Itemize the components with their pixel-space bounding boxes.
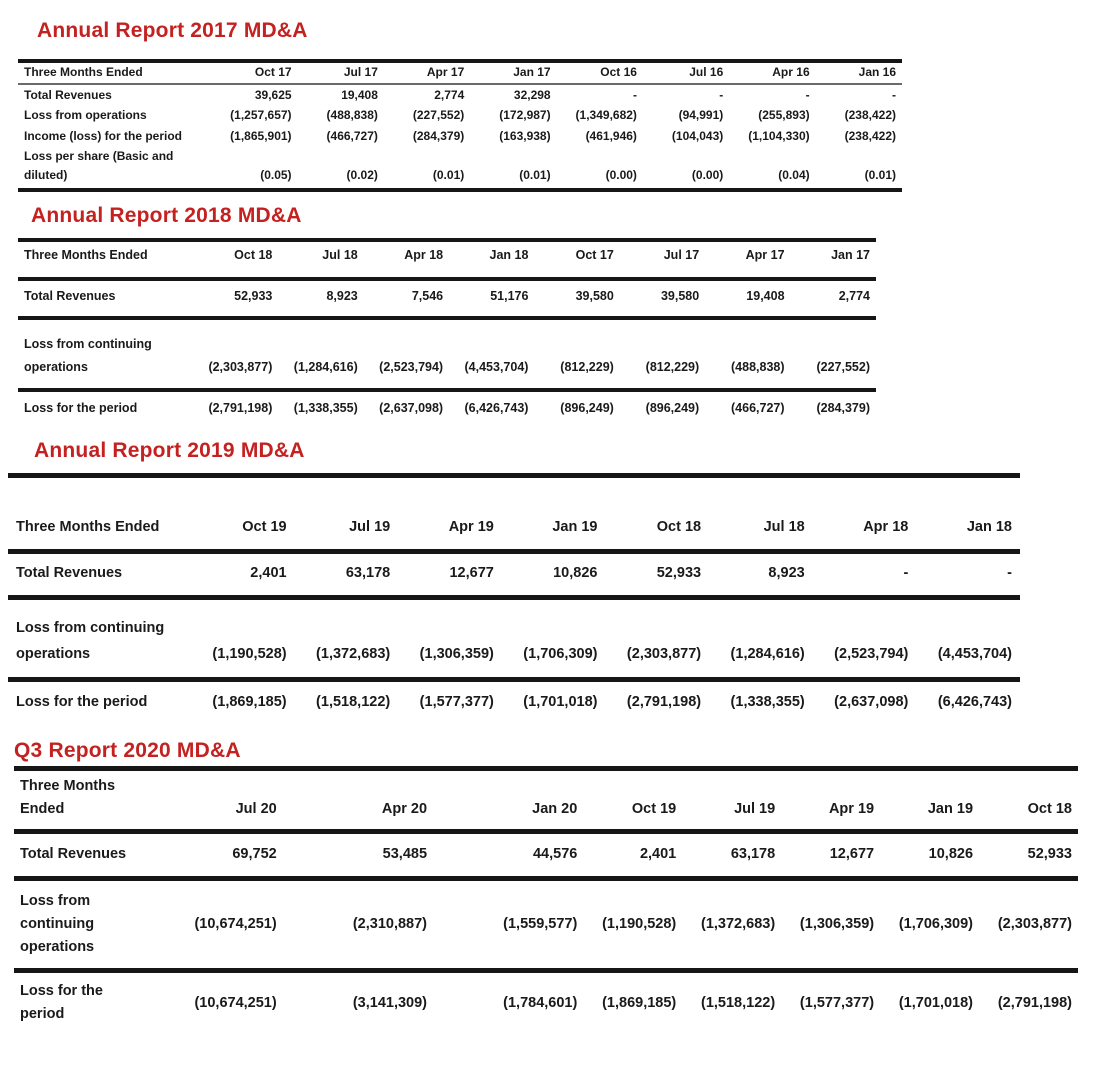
- cell-value: (1,306,359): [398, 597, 502, 680]
- quarter-column-header: Apr 20: [283, 769, 433, 832]
- quarterly-results-table-2017: [18, 59, 902, 192]
- quarter-column-header: Oct 16: [557, 61, 643, 84]
- quarter-column-header: Apr 19: [398, 476, 502, 552]
- table-row: [8, 680, 1020, 724]
- table-header-row: [18, 240, 876, 279]
- quarter-column-header: Jul 17: [620, 240, 705, 279]
- cell-value: (1,338,355): [293, 401, 358, 415]
- table-header-row: [18, 61, 902, 84]
- cell-value: 51,176: [449, 279, 534, 318]
- cell-value: (0.02): [298, 146, 384, 189]
- cell-value: (0.00): [643, 146, 729, 189]
- cell-value: (94,991): [678, 108, 724, 123]
- cell-value: (1,577,377): [419, 694, 494, 711]
- cell-value: (227,552): [412, 108, 465, 123]
- row-label: Income (loss) for the period: [24, 128, 183, 143]
- cell-value: 52,933: [979, 832, 1078, 878]
- cell-value: (1,338,355): [730, 694, 805, 711]
- cell-value: (488,838): [705, 318, 790, 391]
- cell-value: 19,408: [341, 87, 378, 102]
- quarter-column-header: Jan 18: [916, 476, 1020, 552]
- quarter-column-header: Jan 19: [502, 476, 606, 552]
- cell-value: (284,379): [816, 401, 870, 415]
- quarterly-results-table-2019: [8, 473, 1020, 724]
- cell-value: (1,869,185): [602, 994, 677, 1011]
- period-header-label: Three Months Ended: [14, 769, 132, 832]
- report-title-2019: Annual Report 2019 MD&A: [34, 439, 305, 462]
- cell-value: (2,791,198): [997, 994, 1072, 1011]
- cell-value: (238,422): [844, 128, 896, 143]
- cell-value: (2,523,794): [813, 597, 917, 680]
- cell-value: (255,893): [758, 108, 810, 123]
- cell-value: (1,701,018): [523, 694, 598, 711]
- cell-value: (4,453,704): [449, 318, 534, 391]
- quarter-column-header: Oct 19: [583, 769, 682, 832]
- row-label: Loss from continuing operations: [14, 878, 132, 971]
- table-row: [18, 318, 876, 391]
- cell-value: -: [719, 87, 724, 102]
- cell-value: 12,677: [398, 551, 502, 597]
- report-title-2018: Annual Report 2018 MD&A: [31, 204, 302, 227]
- quarter-column-header: Apr 17: [384, 61, 470, 84]
- quarter-column-header: Jan 20: [433, 769, 583, 832]
- cell-value: 2,401: [191, 551, 295, 597]
- row-label: Loss for the period: [24, 401, 138, 415]
- quarter-column-header: Jul 16: [643, 61, 729, 84]
- cell-value: (1,518,122): [316, 694, 391, 711]
- quarterly-results-table-2020-q3: [14, 766, 1078, 1034]
- quarter-column-header: Apr 16: [729, 61, 815, 84]
- report-title-2020-q3: Q3 Report 2020 MD&A: [14, 739, 241, 762]
- quarter-column-header: Oct 18: [979, 769, 1078, 832]
- cell-value: 12,677: [781, 832, 880, 878]
- cell-value: 2,774: [791, 279, 876, 318]
- cell-value: (2,303,877): [979, 878, 1078, 971]
- quarter-column-header: Oct 18: [193, 240, 278, 279]
- period-header-label: Three Months Ended: [8, 476, 191, 552]
- period-header-label: Three Months Ended: [18, 240, 193, 279]
- row-label: Total Revenues: [18, 279, 193, 318]
- cell-value: 39,625: [254, 87, 292, 102]
- cell-value: (0.00): [557, 146, 643, 189]
- cell-value: (1,784,601): [503, 994, 578, 1011]
- cell-value: 7,546: [364, 279, 449, 318]
- quarter-column-header: Oct 18: [605, 476, 709, 552]
- cell-value: (1,577,377): [799, 994, 875, 1011]
- row-label: Total Revenues: [14, 832, 132, 878]
- cell-value: 2,401: [583, 832, 682, 878]
- table-row: [18, 279, 876, 318]
- quarter-column-header: Jan 16: [816, 61, 902, 84]
- cell-value: (466,727): [731, 401, 785, 415]
- cell-value: (466,727): [326, 128, 378, 143]
- cell-value: 63,178: [682, 832, 781, 878]
- cell-value: (812,229): [534, 318, 619, 391]
- table-header-row: [8, 476, 1020, 552]
- cell-value: 8,923: [278, 279, 363, 318]
- cell-value: (0.01): [384, 146, 470, 189]
- cell-value: (896,249): [560, 401, 614, 415]
- period-header-label: Three Months Ended: [18, 61, 211, 84]
- cell-value: 52,933: [605, 551, 709, 597]
- cell-value: (284,379): [412, 128, 465, 143]
- quarter-column-header: Apr 18: [364, 240, 449, 279]
- cell-value: (0.01): [470, 146, 556, 189]
- cell-value: -: [813, 551, 917, 597]
- cell-value: (3,141,309): [352, 994, 428, 1011]
- quarter-column-header: Jul 18: [709, 476, 813, 552]
- cell-value: (1,559,577): [433, 878, 583, 971]
- cell-value: 39,580: [534, 279, 619, 318]
- table-row: [8, 597, 1020, 680]
- cell-value: (1,104,330): [748, 128, 810, 143]
- cell-value: (0.05): [211, 146, 297, 189]
- quarter-column-header: Oct 17: [211, 61, 297, 84]
- row-label: Loss from continuing operations: [18, 318, 193, 391]
- cell-value: (6,426,743): [464, 401, 529, 415]
- row-label: Loss from operations: [24, 108, 147, 123]
- table-row: [18, 390, 876, 427]
- cell-value: (2,310,887): [283, 878, 433, 971]
- cell-value: (172,987): [499, 108, 551, 123]
- cell-value: (1,306,359): [781, 878, 880, 971]
- quarter-column-header: Jul 19: [295, 476, 399, 552]
- row-label: Loss from continuing operations: [8, 597, 191, 680]
- report-title-2017: Annual Report 2017 MD&A: [37, 19, 308, 42]
- cell-value: (2,303,877): [193, 318, 278, 391]
- cell-value: 53,485: [283, 832, 433, 878]
- cell-value: (6,426,743): [937, 694, 1012, 711]
- cell-value: 32,298: [513, 87, 551, 102]
- row-label: Loss for the period: [16, 694, 148, 711]
- cell-value: 69,752: [132, 832, 282, 878]
- table-row: [18, 126, 902, 147]
- quarter-column-header: Jan 17: [791, 240, 876, 279]
- table-row: [14, 832, 1078, 878]
- cell-value: 10,826: [502, 551, 606, 597]
- table-header-row: [14, 769, 1078, 832]
- cell-value: (488,838): [326, 108, 378, 123]
- cell-value: (2,791,198): [626, 694, 702, 711]
- quarter-column-header: Jan 19: [880, 769, 979, 832]
- table-row: [14, 971, 1078, 1034]
- table-row: [18, 146, 902, 189]
- quarter-column-header: Jul 20: [132, 769, 282, 832]
- cell-value: (2,303,877): [605, 597, 709, 680]
- cell-value: 2,774: [434, 87, 465, 102]
- row-label: Total Revenues: [8, 551, 191, 597]
- cell-value: (2,523,794): [364, 318, 449, 391]
- quarter-column-header: Jul 17: [298, 61, 384, 84]
- cell-value: (227,552): [791, 318, 876, 391]
- cell-value: (1,865,901): [230, 128, 292, 143]
- cell-value: (1,706,309): [502, 597, 606, 680]
- quarter-column-header: Apr 19: [781, 769, 880, 832]
- quarter-column-header: Apr 17: [705, 240, 790, 279]
- cell-value: 52,933: [193, 279, 278, 318]
- cell-value: (10,674,251): [194, 994, 277, 1011]
- cell-value: (2,637,098): [834, 694, 909, 711]
- cell-value: (1,190,528): [191, 597, 295, 680]
- cell-value: (163,938): [499, 128, 551, 143]
- table-row: [14, 878, 1078, 971]
- cell-value: (4,453,704): [916, 597, 1020, 680]
- cell-value: (2,637,098): [379, 401, 444, 415]
- cell-value: (812,229): [620, 318, 705, 391]
- row-label: Loss per share (Basic and diluted): [18, 146, 211, 189]
- cell-value: 8,923: [709, 551, 813, 597]
- cell-value: (896,249): [645, 401, 700, 415]
- table-row: [18, 84, 902, 106]
- cell-value: -: [892, 87, 896, 102]
- quarterly-results-table-2018: [18, 238, 876, 427]
- quarter-column-header: Jan 18: [449, 240, 534, 279]
- cell-value: 63,178: [295, 551, 399, 597]
- cell-value: 44,576: [433, 832, 583, 878]
- quarter-column-header: Jul 19: [682, 769, 781, 832]
- quarter-column-header: Oct 17: [534, 240, 619, 279]
- cell-value: (1,372,683): [295, 597, 399, 680]
- row-label: Total Revenues: [24, 87, 112, 102]
- cell-value: 39,580: [620, 279, 705, 318]
- table-row: [18, 105, 902, 126]
- cell-value: -: [916, 551, 1020, 597]
- table-row: [8, 551, 1020, 597]
- cell-value: (1,190,528): [583, 878, 682, 971]
- cell-value: (238,422): [844, 108, 896, 123]
- cell-value: (1,706,309): [880, 878, 979, 971]
- cell-value: (104,043): [671, 128, 724, 143]
- quarter-column-header: Apr 18: [813, 476, 917, 552]
- cell-value: (0.01): [816, 146, 902, 189]
- cell-value: (1,518,122): [701, 994, 776, 1011]
- quarter-column-header: Oct 19: [191, 476, 295, 552]
- cell-value: -: [805, 87, 810, 102]
- cell-value: (1,349,682): [575, 108, 637, 123]
- row-label: Loss for the period: [20, 983, 103, 1023]
- quarter-column-header: Jan 17: [470, 61, 556, 84]
- cell-value: (1,701,018): [898, 994, 974, 1011]
- cell-value: (0.04): [729, 146, 815, 189]
- cell-value: (1,284,616): [278, 318, 363, 391]
- cell-value: (2,791,198): [208, 401, 273, 415]
- cell-value: (461,946): [585, 128, 637, 143]
- cell-value: (1,284,616): [709, 597, 813, 680]
- cell-value: (1,257,657): [230, 108, 292, 123]
- cell-value: (10,674,251): [132, 878, 282, 971]
- cell-value: (1,372,683): [682, 878, 781, 971]
- cell-value: 10,826: [880, 832, 979, 878]
- cell-value: (1,869,185): [212, 694, 287, 711]
- cell-value: 19,408: [705, 279, 790, 318]
- cell-value: -: [632, 87, 637, 102]
- quarter-column-header: Jul 18: [278, 240, 363, 279]
